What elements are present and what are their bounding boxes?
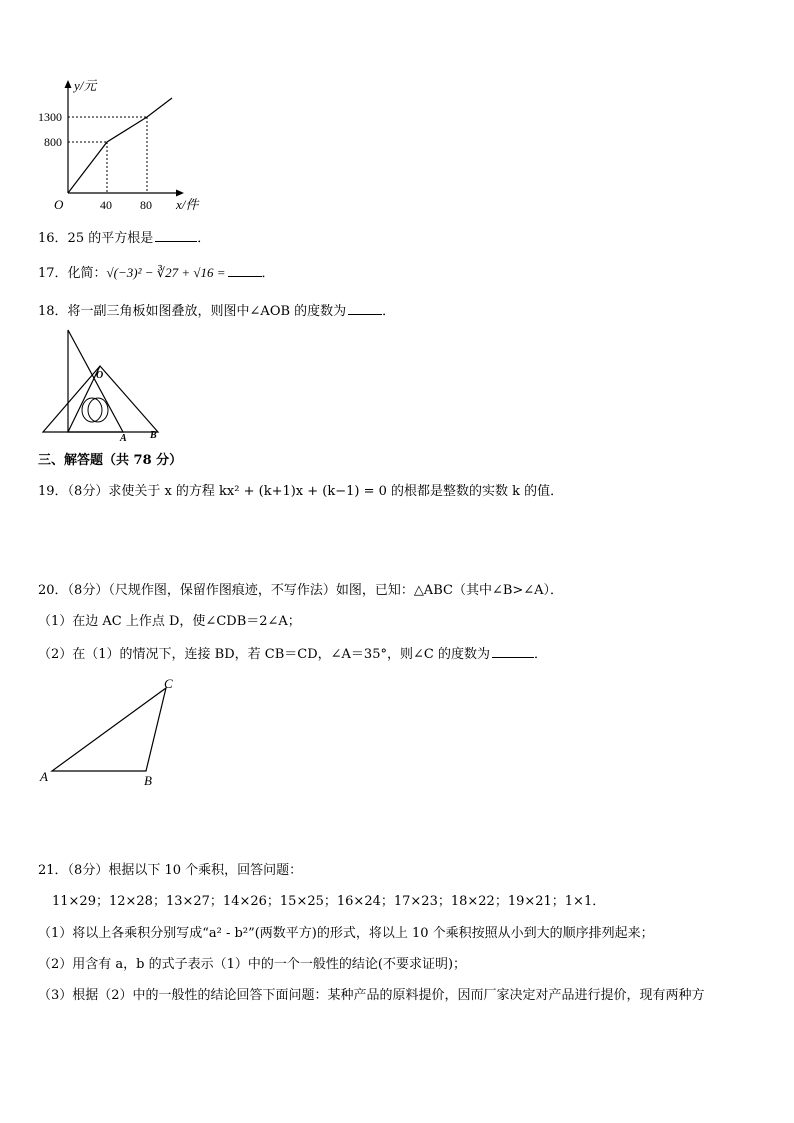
triangle-abc-figure	[39, 676, 173, 788]
question-21-products: 11×29；12×28；13×27；14×26；15×25；16×24；17×23；18×22；19×21；1×1．	[52, 894, 606, 909]
answer-blank-18[interactable]	[348, 302, 382, 315]
x-tick-80: 80	[140, 198, 152, 212]
question-19: 19．（8分）求使关于 x 的方程 kx² + (k+1)x + (k−1) = 0 的根都是整数的实数 k 的值．	[38, 484, 564, 499]
origin-label: O	[54, 197, 64, 212]
question-21-part-3: （3）根据（2）中的一般性的结论回答下面问题：某种产品的原料提价，因而厂家决定对产品进行提价，现有两种方	[38, 988, 705, 1003]
question-16: 16．25 的平方根是 ．	[38, 231, 211, 246]
y-tick-800: 800	[44, 135, 62, 149]
label-b: B	[150, 430, 157, 441]
question-20-part-2: （2）在（1）的情况下，连接 BD，若 CB＝CD，∠A＝35°，则∠C 的度数为 ．	[38, 647, 547, 662]
protractor-hole-1	[82, 398, 102, 422]
triangle-abc	[52, 688, 166, 771]
question-17-prefix: 17．化简：	[38, 266, 107, 281]
section-3-title: 三、解答题（共 78 分）	[38, 453, 183, 468]
x-tick-40: 40	[100, 198, 112, 212]
label-o: O	[96, 370, 104, 381]
question-21-part-1: （1）将以上各乘积分别写成“a² - b²”(两数平方)的形式，将以上 10 个乘积按照从小到大的顺序排列起来；	[38, 926, 654, 941]
question-17-expression: √(−3)² − ∛27 + √16 =	[106, 265, 226, 280]
label-vertex-b: B	[144, 773, 152, 788]
x-axis-label: x/件	[176, 197, 199, 212]
question-20-part-1: （1）在边 AC 上作点 D，使∠CDB＝2∠A；	[38, 614, 301, 629]
answer-blank-17[interactable]	[228, 264, 262, 277]
tall-triangle	[68, 330, 123, 432]
protractor-hole-2	[88, 398, 108, 422]
question-20: 20．（8分）（尺规作图，保留作图痕迹，不写作法）如图，已知：△ABC（其中∠B>∠A）．	[38, 583, 564, 598]
y-axis-arrow	[65, 80, 72, 88]
question-16-text: 16．25 的平方根是	[38, 231, 154, 246]
label-a: A	[120, 433, 127, 444]
question-21: 21．（8分）根据以下 10 个乘积，回答问题：	[38, 863, 303, 878]
label-vertex-c: C	[164, 676, 173, 691]
question-18-text: 18．将一副三角板如图叠放，则图中∠AOB 的度数为	[38, 304, 347, 319]
x-axis-arrow	[176, 190, 184, 197]
answer-blank-16[interactable]	[155, 229, 197, 242]
answer-blank-20[interactable]	[492, 645, 534, 658]
triangle-rulers-figure	[43, 330, 158, 444]
y-axis-label: y/元	[74, 78, 97, 93]
y-tick-1300: 1300	[38, 110, 62, 124]
label-vertex-a: A	[40, 769, 48, 784]
question-21-part-2: （2）用含有 a，b 的式子表示（1）中的一个一般性的结论(不要求证明)；	[38, 957, 467, 972]
question-17: 17．化简：√(−3)² − ∛27 + √16 = ．	[38, 265, 275, 281]
price-line	[68, 98, 172, 193]
question-18: 18．将一副三角板如图叠放，则图中∠AOB 的度数为 ．	[38, 304, 396, 319]
